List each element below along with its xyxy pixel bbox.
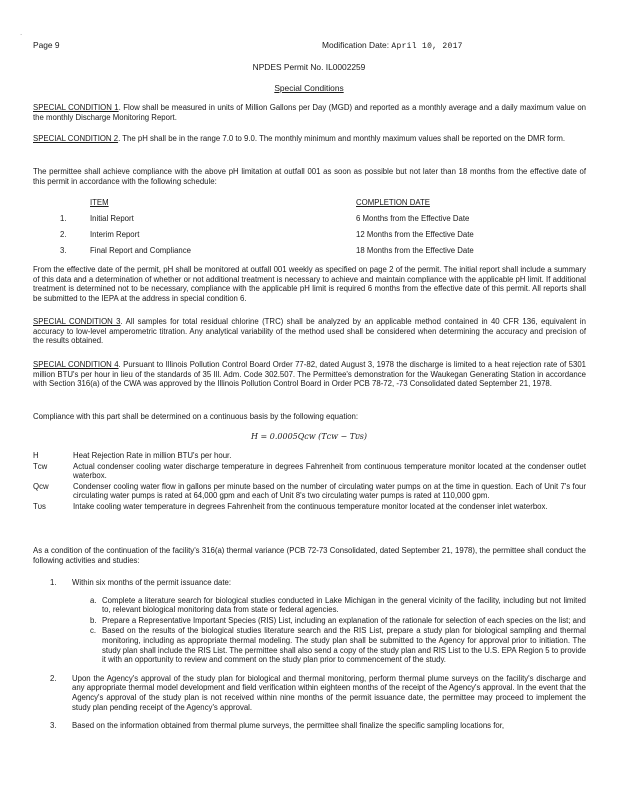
sc2-label: SPECIAL CONDITION 2 xyxy=(33,134,119,143)
schedule-item: Initial Report xyxy=(90,214,134,223)
sc2-schedule-intro: The permittee shall achieve compliance with the above pH limitation at outfall 001 as soon as possible but not later than 18 months from the effective date of this permit in accordance with the following schedule: xyxy=(33,167,586,186)
subitem xyxy=(90,626,586,664)
activity-item xyxy=(50,578,586,665)
subitem-text: Complete a literature search for biological studies conducted in Lake Michigan in the general vicinity of the facility, including but not limited to, relevant biological monitoring data from state or federal agencies. xyxy=(102,595,586,615)
modification-date xyxy=(322,40,463,51)
activity-number: 3. xyxy=(50,721,57,731)
definition-symbol: H xyxy=(33,451,39,460)
sc1-text: . Flow shall be measured in units of Million Gallons per Day (MGD) and reported as a monthly average and a daily maximum value on the monthly Discharge Monitoring Report. xyxy=(33,103,586,122)
definition-symbol: Qᴄᴡ xyxy=(33,481,49,491)
sc3-text: . All samples for total residual chlorine (TRC) shall be analyzed by an applicable method contained in 40 CFR 136, equivalent in accuracy to low-level amperometric titration. Any analytical variability of the method used shall be considered when determining the accuracy and precision of the results obtained. xyxy=(33,317,586,346)
schedule-date: 6 Months from the Effective Date xyxy=(356,214,470,223)
sc2-after: From the effective date of the permit, pH shall be monitored at outfall 001 weekly as specified on page 2 of the permit. The initial report shall include a summary of this data and a determination of whether or not additional treatment is necessary to achieve and maintain compliance with the applicable pH limit. If additional treatment is determined not to be necessary, compliance with the applicable pH limit is required 6 months from the effective date of this permit. All reports shall be submitted to the IEPA at the address in special condition 6. xyxy=(33,265,586,303)
subitem-label: a. xyxy=(90,595,97,605)
definition-text: Actual condenser cooling water discharge temperature in degrees Fahrenheit from continuous temperature monitor located at the condenser outlet waterbox. xyxy=(73,461,586,481)
sc4-text: . Pursuant to Illinois Pollution Control Board Order 77-82, dated August 3, 1978 the discharge is limited to a heat rejection rate of 5301 million BTU's per hour in lieu of the standards of 35 Ill. Adm. Code 302.507. The Permittee's demonstration for the Waukegan Generating Station in accordance with Section 316(a) of the CWA was approved by the Illinois Pollution Control Board in Order PCB 78-72, -73 Consolidated dated September 21, 1978. xyxy=(33,360,587,389)
subitem-text: Based on the results of the biological studies literature search and the RIS List, prepare a study plan for biological sampling and thermal monitoring, including as appropriate thermal modeling. The study plan shall be submitted to the Agency for approval prior to initiation. The study plan shall include the RIS List. The permittee shall also send a copy of the study plan and RIS List to the U.S. EPA Region 5 to provide it with an opportunity to review and comment on the study plan prior to commencement of the study. xyxy=(102,626,586,665)
activity-text: Based on the information obtained from thermal plume surveys, the permittee shall finalize the specific sampling locations for, xyxy=(72,721,505,731)
page-number: Page 9 xyxy=(33,40,60,50)
definition-item xyxy=(33,502,586,512)
thermal-variance-intro: As a condition of the continuation of the facility's 316(a) thermal variance (PCB 72-73 Consolidated, dated September 21, 1978), the permittee shall conduct the following activities and studies: xyxy=(33,546,586,565)
special-condition-2 xyxy=(33,134,586,144)
schedule-header-completion: COMPLETION DATE xyxy=(356,198,430,207)
activity-number: 2. xyxy=(50,673,57,683)
schedule-date: 18 Months from the Effective Date xyxy=(356,246,474,255)
subitem-text: Prepare a Representative Important Species (RIS) List, including an explanation of the rationale for selection of each species on the list; and xyxy=(102,615,586,625)
activity-subitems xyxy=(90,596,586,665)
definition-text: Heat Rejection Rate in million BTU's per hour. xyxy=(73,451,232,460)
subitem xyxy=(90,616,586,626)
sc4-label: SPECIAL CONDITION 4 xyxy=(33,360,119,369)
special-condition-3 xyxy=(33,317,586,346)
sc1-label: SPECIAL CONDITION 1 xyxy=(33,103,119,112)
schedule-num: 3. xyxy=(60,246,67,255)
thermal-activities-list xyxy=(50,578,586,740)
scan-mark: . xyxy=(20,28,23,37)
activity-text: Within six months of the permit issuance date: xyxy=(72,578,232,587)
subitem-label: b. xyxy=(90,615,97,625)
special-condition-1 xyxy=(33,103,586,122)
schedule-num: 1. xyxy=(60,214,67,223)
schedule-row xyxy=(60,230,590,246)
definition-text: Condenser cooling water flow in gallons per minute based on the number of circulating water pumps on at the time in question. Each of Unit 7's four circulating water pumps is rated at 64,000 gpm and each of Unit 8's two circulating water pumps is rated at 110,000 gpm. xyxy=(73,481,586,501)
schedule-item: Final Report and Compliance xyxy=(90,246,191,255)
activity-item xyxy=(50,721,586,731)
modification-date-value: April 10, 2017 xyxy=(391,42,463,51)
schedule-num: 2. xyxy=(60,230,67,239)
subitem xyxy=(90,596,586,615)
schedule-row xyxy=(60,214,590,230)
definition-item xyxy=(33,482,586,501)
section-title: Special Conditions xyxy=(274,83,344,93)
activity-item xyxy=(50,674,586,712)
activity-text: Upon the Agency's approval of the study plan for biological and thermal monitoring, perform thermal plume surveys on the facility's discharge and any appropriate thermal model development and field verification within eighteen months of the receipt of the Agency's approval. In the event that the Agency's approval of the study plan is not received within nine months of the permit issuance date, the permittee may proceed to implement the study plan pending receipt of the Agency's approval. xyxy=(72,673,586,712)
activity-number: 1. xyxy=(50,578,57,587)
definition-item xyxy=(33,451,586,461)
schedule-header-row xyxy=(60,198,590,214)
schedule-item: Interim Report xyxy=(90,230,140,239)
modification-label: Modification Date: xyxy=(322,40,390,50)
permit-title: NPDES Permit No. IL0002259 xyxy=(252,62,366,72)
equation-definitions xyxy=(33,451,586,513)
definition-item xyxy=(33,462,586,481)
sc3-label: SPECIAL CONDITION 3 xyxy=(33,317,121,326)
sc4-equation-intro: Compliance with this part shall be determined on a continuous basis by the following equation: xyxy=(33,412,359,421)
schedule-header-item: ITEM xyxy=(90,198,109,207)
definition-symbol: Tᴜs xyxy=(33,501,46,511)
definition-symbol: Tᴄᴡ xyxy=(33,461,48,471)
subitem-label: c. xyxy=(90,626,97,636)
heat-rejection-equation: H = 0.0005Qᴄᴡ (Tᴄᴡ − Tᴜs) xyxy=(250,432,367,441)
schedule-date: 12 Months from the Effective Date xyxy=(356,230,474,239)
schedule-row xyxy=(60,246,590,262)
definition-text: Intake cooling water temperature in degrees Fahrenheit from the continuous temperature monitor located at the condenser inlet waterbox. xyxy=(73,501,548,511)
compliance-schedule xyxy=(60,198,590,262)
sc2-text: . The pH shall be in the range 7.0 to 9.0. The monthly minimum and monthly maximum values shall be reported on the DMR form. xyxy=(118,134,566,143)
special-condition-4 xyxy=(33,360,586,389)
